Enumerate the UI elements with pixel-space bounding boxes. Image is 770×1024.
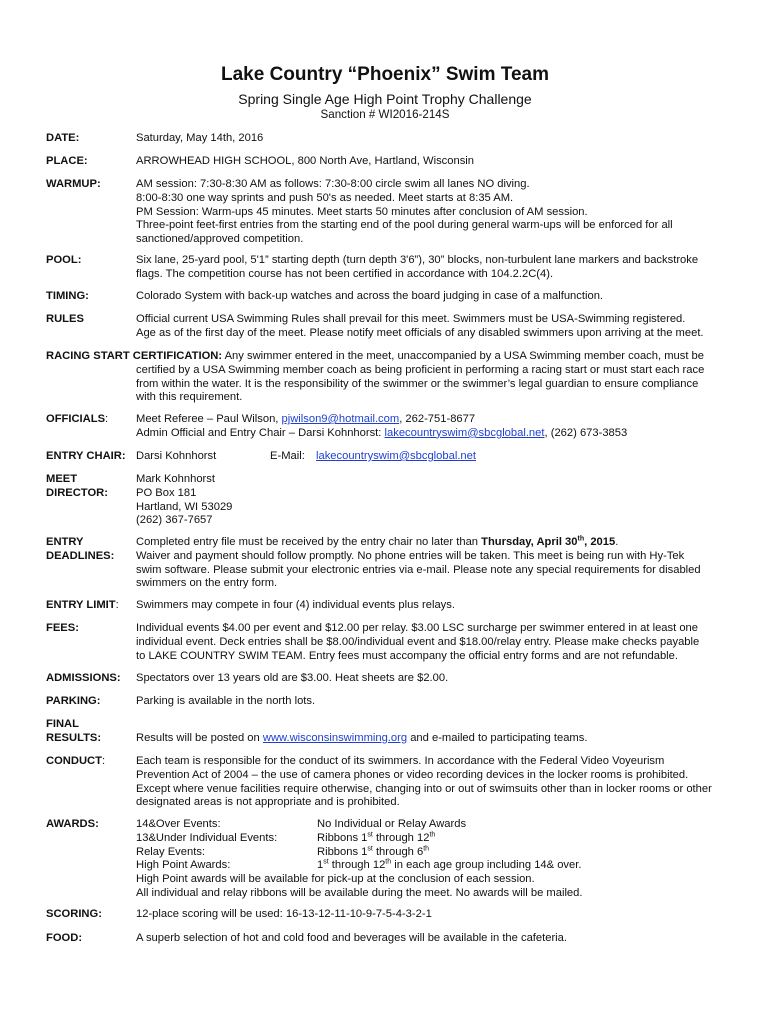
email-label: E-Mail: [270,450,305,462]
rules-label: RULES [46,313,84,325]
entry-chair-email[interactable]: lakecountryswim@sbcglobal.net [316,450,476,462]
parking-value: Parking is available in the north lots. [136,695,316,707]
deadline-line: Waiver and payment should follow promptly. No phone entries will be taken. This meet is being run with Hy-Tek [136,549,685,562]
fees-line: individual event. Deck entries shall be $8.00/individual event and $18.00/relay entry. Please make checks payable [136,635,700,648]
conduct-line: Each team is responsible for the conduct of its swimmers. In accordance with the Federal Video Voyeurism [136,755,665,767]
sanction-number: Sanction # WI2016-214S [320,108,450,121]
date-value: Saturday, May 14th, 2016 [136,132,264,144]
admissions-value: Spectators over 13 years old are $3.00. Heat sheets are $2.00. [136,672,449,684]
awards-row: High Point Awards: 1st through 12th in each age group including 14& over. [136,858,582,872]
warmup-label: WARMUP: [46,178,101,190]
director-name: Mark Kohnhorst [136,473,215,485]
place-label: PLACE: [46,155,88,167]
warmup-line: Three-point feet-first entries from the starting end of the pool during general warm-ups will be enforced for all [136,219,673,232]
racing-start-line: with this requirement. [136,391,243,404]
racing-start-section [46,350,726,405]
fees-line: to LAKE COUNTRY SWIM TEAM. Entry fees must accompany the official entry forms and are not refundable. [136,649,678,662]
entry-limit-label: ENTRY LIMIT [46,599,116,611]
entry-chair-email-link[interactable]: lakecountryswim@sbcglobal.net [384,426,545,439]
final-results-label: FINAL [46,718,79,730]
awards-row: 13&Under Individual Events: Ribbons 1st through 12th [136,831,436,844]
warmup-line: AM session: 7:30-8:30 AM as follows: 7:30-8:00 circle swim all lanes NO diving. [136,178,530,190]
timing-label: TIMING: [46,290,89,302]
awards-label: AWARDS: [46,818,99,830]
entry-chair-label: ENTRY CHAIR: [46,450,126,462]
scoring-value: 12-place scoring will be used: 16-13-12-11-10-9-7-5-4-3-2-1 [136,908,432,920]
entry-chair-name: Darsi Kohnhorst [136,450,217,462]
page-title: Lake Country “Phoenix” Swim Team [220,64,549,85]
date-label: DATE: [46,132,80,144]
meet-announcement-page: Lake Country “Phoenix” Swim Team Spring Single Age High Point Trophy Challenge Sanction # WI2016-214S DATE: Saturday, May 14th, 2016 PLACE: ARROWHEAD HIGH SCHOOL, 800 North Ave, Hartland, Wisconsin WARMUP: AM session: 7:30-8:30 AM as follows: 7:30-8:00 circle swim all lanes NO diving. 8:00-8:30 one way sprints and push 50's as needed. Meet starts at 8:35 AM. PM Session: Warm-ups 45 minutes. Meet starts 50 minutes after conclusion of AM session. Three-point feet-first entries from the starting end of the pool during general warm-ups will be enforced for all sanctioned/approved competition. POOL: Six lane, 25-yard pool, 5'1” starting depth (turn depth 3'6”), 30” blocks, non-turbulent lane markers and backstroke flags. The competition course has not been certified in accordance with 104.2.2C(4). TIMING: Colorado System with back-up watches and across the board judging in case of a malfunction. RULES Official current USA Swimming Rules shall prevail for this meet. Swimmers must be USA-Swimming registered. Age as of the first day of the meet. Please notify meet officials of any disabled swimmers upon arriving at the meet. RACING START CERTIFICATION: Any swimmer entered in the meet, unaccompanied by a USA Swimming member coach, must be certified by a USA Swimming member coach as being proficient in performing a racing start or must start each race from within the water. It is the responsibility of the swimmer or the swimmer’s legal guardian to ensure compliance with this requirement. OFFICIALS: Meet Referee – Paul Wilson, pjwilson9@hotmail.com, 262-751-8677 Admin Official and Entry Chair – Darsi Kohnhorst: lakecountryswim@sbcglobal.net, (262) 673-3853 ENTRY CHAIR: Darsi Kohnhorst E-Mail: lakecountryswim@sbcglobal.net MEET DIRECTOR: Mark Kohnhorst PO Box 181 Hartland, WI 53029 (262) 367-7657 ENTRY DEADLINES: Completed entry file must be received by the entry chair no later than Thursday, April 30th, 2015. Waiver and payment should follow promptly. No phone entries will be taken. This meet is being run with Hy-Tek swim software. Please submit your electronic entries via e-mail. Please note any special requirements for disabled swimmers on the entry form. ENTRY LIMIT: Swimmers may compete in four (4) individual events plus relays. FEES: Individual events $4.00 per event and $12.00 per relay. $3.00 LSC surcharge per swimmer entered in at least one individual event. Deck entries shall be $8.00/individual event and $18.00/relay entry. Please make checks payable to LAKE COUNTRY SWIM TEAM. Entry fees must accompany the official entry forms and are not refundable. ADMISSIONS: Spectators over 13 years old are $3.00. Heat sheets are $2.00. PARKING: Parking is available in the north lots. FINAL RESULTS: Results will be posted on www.wisconsinswimming.org and e-mailed to participating teams. CONDUCT: Each team is responsible for the conduct of its swimmers. In accordance with the Federal Video Voyeurism Prevention Act of 2004 – the use of camera phones or video recording devices in the locker rooms is prohibited. Except where venue facilities require otherwise, changing into or out of swimsuits other than in locker rooms or other designated areas is not appropriate and is prohibited. AWARDS: 14&Over Events: No Individual or Relay Awards 13&Under Individual Events: Ribbons 1st through 12th Relay Events: Ribbons 1st through 6th High Point Awards: 1st through 12th in each age group including 14& over. High Point awards will be available for pick-up at the conclusion of each session. All individual and relay ribbons will be available during the meet. No awards will be mailed. SCORING: 12-place scoring will be used: 16-13-12-11-10-9-7-5-4-3-2-1 FOOD: A superb selection of hot and cold food and beverages will be available in the cafeteria. [0,0,770,1024]
racing-start-line: from within the water. It is the responsibility of the swimmer or the swimmer’s legal guardian to ensure compliance [136,377,699,390]
meet-director-label: MEET [46,473,78,485]
conduct-line: Prevention Act of 2004 – the use of camera phones or video recording devices in the locker rooms is prohibited. [136,768,689,781]
page-subtitle: Spring Single Age High Point Trophy Challenge [238,91,532,107]
rules-line: Age as of the first day of the meet. Please notify meet officials of any disabled swimmers upon arriving at the meet. [136,326,704,339]
referee-email-link[interactable]: pjwilson9@hotmail.com [281,413,400,425]
conduct-label: CONDUCT [46,755,102,767]
director-city: Hartland, WI 53029 [136,500,233,513]
awards-row: Relay Events: Ribbons 1st through 6th [136,844,430,858]
awards-row: 14&Over Events: No Individual or Relay Awards [136,818,467,830]
racing-start-label: RACING START CERTIFICATION: [46,350,223,362]
admissions-label: ADMISSIONS: [46,672,121,684]
timing-value: Colorado System with back-up watches and across the board judging in case of a malfunction. [136,290,604,302]
deadline-line: swim software. Please submit your electronic entries via e-mail. Please note any special requirements for disabled [136,563,701,576]
racing-start-first-line: Any swimmer entered in the meet, unaccompanied by a USA Swimming member coach, must be [222,350,704,362]
pool-line: flags. The competition course has not been certified in accordance with 104.2.2C(4). [136,267,554,280]
officials-label: OFFICIALS [46,413,106,425]
parking-label: PARKING: [46,695,101,707]
place-value: ARROWHEAD HIGH SCHOOL, 800 North Ave, Hartland, Wisconsin [136,155,475,167]
director-address: PO Box 181 [136,486,197,499]
food-value: A superb selection of hot and cold food and beverages will be available in the cafeteria. [136,932,568,944]
warmup-line: PM Session: Warm-ups 45 minutes. Meet starts 50 minutes after conclusion of AM session. [136,205,588,218]
entry-deadlines-label: ENTRY [46,536,84,548]
fees-line: Individual events $4.00 per event and $12.00 per relay. $3.00 LSC surcharge per swimmer entered in at least one [136,622,698,634]
scoring-label: SCORING: [46,908,102,920]
warmup-line: 8:00-8:30 one way sprints and push 50's as needed. Meet starts at 8:35 AM. [136,191,514,204]
pool-label: POOL: [46,254,82,266]
director-phone: (262) 367-7657 [136,514,213,527]
deadline-line: swimmers on the entry form. [136,577,278,590]
deadline-date: Thursday, April 30th, 2015 [481,535,616,548]
entry-limit-value: Swimmers may compete in four (4) individual events plus relays. [136,599,455,611]
conduct-line: Except where venue facilities require otherwise, changing into or out of swimsuits other than in locker rooms or other [136,782,712,795]
food-label: FOOD: [46,932,83,944]
awards-note: High Point awards will be available for pick-up at the conclusion of each session. [136,873,535,886]
rules-line: Official current USA Swimming Rules shall prevail for this meet. Swimmers must be USA-Swimming registered. [136,313,686,325]
racing-start-line: certified by a USA Swimming member coach as being proficient in performing a racing start or must start each race [136,363,705,376]
results-website-link[interactable]: www.wisconsinswimming.org [262,731,408,744]
warmup-line: sanctioned/approved competition. [136,233,304,246]
conduct-line: designated areas is not appropriate and is prohibited. [136,796,400,809]
pool-line: Six lane, 25-yard pool, 5'1” starting depth (turn depth 3'6”), 30” blocks, non-turbulent lane markers and backstroke [136,254,699,266]
fees-label: FEES: [46,622,79,634]
awards-note: All individual and relay ribbons will be available during the meet. No awards will be mailed. [136,886,583,899]
